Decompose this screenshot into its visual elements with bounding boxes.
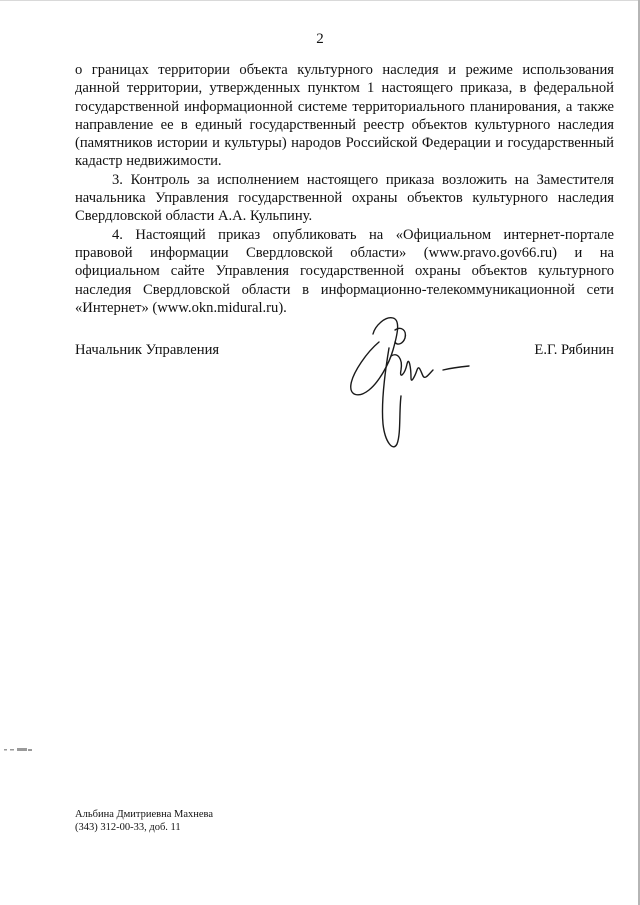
page-number: 2 [316, 31, 324, 47]
contact-info [75, 808, 213, 834]
paragraph-continuation: о границах территории объекта культурного наследия и режиме использования данной территории, утвержденных пунктом 1 настоящего приказа, в федеральной государственной информационной системе территориального планирования, а также направление ее в единый государственный реестр объектов культурного наследия (памятников истории и культуры) народов Российской Федерации и государственный кадастр недвижимости. [75, 62, 614, 170]
paragraph-item-3: 3. Контроль за исполнением настоящего приказа возложить на Заместителя начальника Управления государственной охраны объектов культурного наследия Свердловской области А.А. Кульпину. [75, 171, 614, 225]
scan-artifact [4, 746, 34, 754]
contact-phone: (343) 312-00-33, доб. 11 [75, 822, 181, 833]
scan-top-edge [0, 0, 640, 1]
contact-name: Альбина Дмитриевна Махнева [75, 809, 214, 820]
signer-title: Начальник Управления [75, 342, 220, 358]
paragraph-item-4: 4. Настоящий приказ опубликовать на «Официальном интернет-портале правовой информации Свердловской области» (www.pravo.gov66.ru) и на официальном сайте Управления государственной охраны объектов культурного наследия Свердловской области в информационно-телекоммуникационной сети «Интернет» (www.okn.midural.ru). [75, 226, 614, 316]
signer-name: Е.Г. Рябинин [534, 342, 614, 358]
document-body [75, 61, 614, 317]
handwritten-signature [345, 312, 475, 462]
